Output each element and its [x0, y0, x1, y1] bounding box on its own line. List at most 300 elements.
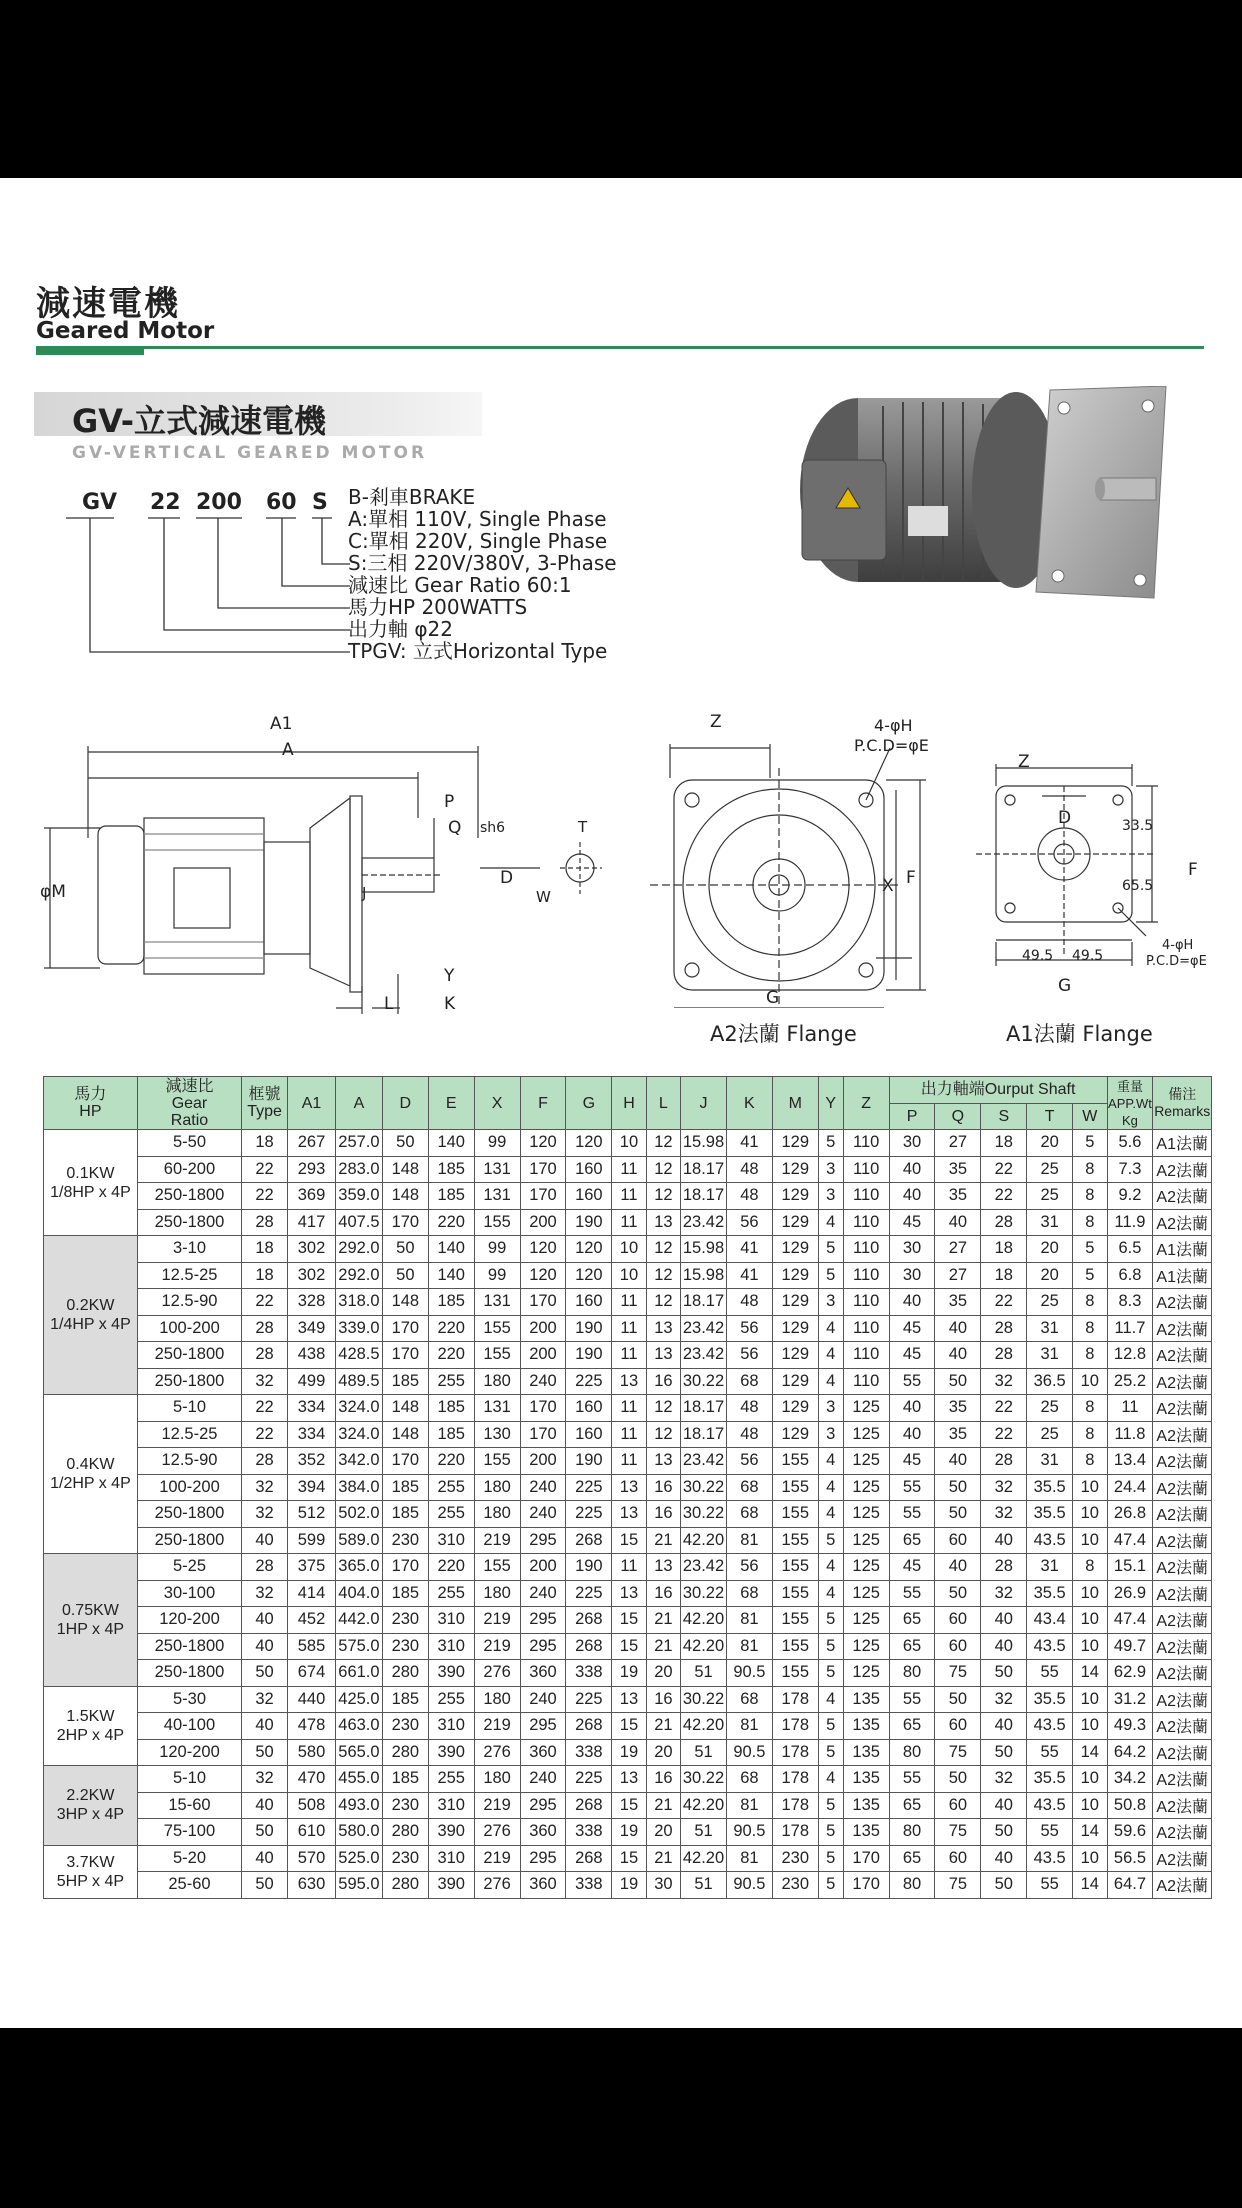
table-cell: 302 [288, 1236, 336, 1263]
table-cell: 13 [612, 1501, 646, 1528]
table-cell: 13 [646, 1342, 680, 1369]
table-cell: 50 [935, 1580, 981, 1607]
table-cell: 50 [935, 1501, 981, 1528]
table-cell: 11.8 [1107, 1421, 1153, 1448]
table-cell: 661.0 [335, 1660, 382, 1687]
table-cell: 81 [726, 1633, 772, 1660]
remarks-cell: A2法蘭 [1153, 1342, 1212, 1369]
table-cell: 375 [288, 1554, 336, 1581]
table-cell: 40 [242, 1845, 288, 1872]
table-cell: 310 [428, 1633, 474, 1660]
dim-y: Y [444, 966, 455, 986]
th-ratio: 減速比 Gear Ratio [137, 1077, 241, 1130]
table-cell: 32 [981, 1474, 1027, 1501]
table-cell: 30.22 [681, 1501, 727, 1528]
table-cell: 22 [242, 1156, 288, 1183]
table-cell: 135 [843, 1792, 889, 1819]
th-col: Z [843, 1077, 889, 1130]
a1-dim-g: G [1058, 976, 1072, 996]
th-col: A1 [288, 1077, 336, 1130]
table-cell: 129 [772, 1156, 818, 1183]
table-cell: 155 [772, 1448, 818, 1475]
table-cell: 8 [1073, 1395, 1107, 1422]
table-row [44, 1580, 1212, 1607]
table-cell: 360 [520, 1872, 566, 1899]
table-cell: 15-60 [137, 1792, 241, 1819]
table-cell: 280 [382, 1739, 428, 1766]
table-cell: 268 [566, 1792, 612, 1819]
table-cell: 22 [981, 1183, 1027, 1210]
table-cell: 47.4 [1107, 1527, 1153, 1554]
table-cell: 131 [474, 1183, 520, 1210]
table-row [44, 1262, 1212, 1289]
table-cell: 13 [612, 1686, 646, 1713]
table-cell: 30 [889, 1262, 935, 1289]
table-cell: 4 [818, 1766, 843, 1793]
a2-dim-g: G [766, 988, 780, 1008]
table-cell: 50 [981, 1660, 1027, 1687]
table-cell: 230 [772, 1845, 818, 1872]
power-group-cell: 0.4KW 1/2HP x 4P [44, 1395, 138, 1554]
table-cell: 292.0 [335, 1262, 382, 1289]
table-cell: 41 [726, 1236, 772, 1263]
table-cell: 428.5 [335, 1342, 382, 1369]
table-cell: 81 [726, 1527, 772, 1554]
table-cell: 16 [646, 1368, 680, 1395]
table-cell: 110 [843, 1315, 889, 1342]
table-cell: 135 [843, 1766, 889, 1793]
table-cell: 185 [428, 1183, 474, 1210]
table-cell: 268 [566, 1633, 612, 1660]
table-cell: 12.5-25 [137, 1262, 241, 1289]
table-cell: 170 [520, 1289, 566, 1316]
table-cell: 190 [566, 1342, 612, 1369]
remarks-cell: A2法蘭 [1153, 1713, 1212, 1740]
remarks-cell: A2法蘭 [1153, 1421, 1212, 1448]
table-cell: 81 [726, 1607, 772, 1634]
table-cell: 170 [520, 1183, 566, 1210]
table-cell: 390 [428, 1872, 474, 1899]
table-cell: 360 [520, 1819, 566, 1846]
table-cell: 129 [772, 1421, 818, 1448]
table-cell: 23.42 [681, 1448, 727, 1475]
table-cell: 219 [474, 1713, 520, 1740]
table-cell: 15.1 [1107, 1554, 1153, 1581]
table-cell: 219 [474, 1527, 520, 1554]
table-cell: 369 [288, 1183, 336, 1210]
table-cell: 140 [428, 1236, 474, 1263]
table-cell: 40 [889, 1421, 935, 1448]
table-cell: 268 [566, 1527, 612, 1554]
table-cell: 19 [612, 1739, 646, 1766]
table-cell: 230 [382, 1527, 428, 1554]
table-cell: 13.4 [1107, 1448, 1153, 1475]
table-cell: 295 [520, 1845, 566, 1872]
table-cell: 5 [818, 1633, 843, 1660]
table-cell: 13 [612, 1766, 646, 1793]
table-cell: 11.9 [1107, 1209, 1153, 1236]
dim-k: K [444, 994, 456, 1014]
table-cell: 90.5 [726, 1872, 772, 1899]
table-cell: 10 [1073, 1368, 1107, 1395]
th-col: G [566, 1077, 612, 1130]
th-col: X [474, 1077, 520, 1130]
table-cell: 5 [818, 1872, 843, 1899]
dim-j: J [362, 884, 367, 902]
th-col: D [382, 1077, 428, 1130]
table-row [44, 1183, 1212, 1210]
table-cell: 51 [681, 1872, 727, 1899]
table-cell: 129 [772, 1183, 818, 1210]
table-cell: 60 [935, 1527, 981, 1554]
table-cell: 225 [566, 1580, 612, 1607]
table-cell: 570 [288, 1845, 336, 1872]
table-cell: 230 [382, 1607, 428, 1634]
dim-a1: A1 [270, 714, 293, 734]
table-cell: 130 [474, 1421, 520, 1448]
table-cell: 32 [981, 1686, 1027, 1713]
a1-dim-pcd: P.C.D=φE [1146, 954, 1207, 969]
table-cell: 11 [612, 1315, 646, 1342]
table-cell: 40 [242, 1607, 288, 1634]
dim-l: L [384, 994, 394, 1014]
table-cell: 155 [772, 1501, 818, 1528]
table-row [44, 1527, 1212, 1554]
table-cell: 28 [242, 1342, 288, 1369]
table-cell: 129 [772, 1342, 818, 1369]
a2-flange-drawing [650, 718, 950, 1008]
code-part-gv: GV [82, 490, 118, 515]
table-cell: 11 [612, 1554, 646, 1581]
table-cell: 12 [646, 1421, 680, 1448]
table-cell: 30-100 [137, 1580, 241, 1607]
table-cell: 12 [646, 1289, 680, 1316]
table-row [44, 1368, 1212, 1395]
table-cell: 268 [566, 1607, 612, 1634]
table-cell: 22 [981, 1421, 1027, 1448]
table-cell: 12.5-25 [137, 1421, 241, 1448]
th-col: F [520, 1077, 566, 1130]
table-cell: 20 [646, 1819, 680, 1846]
table-cell: 12 [646, 1236, 680, 1263]
table-cell: 220 [428, 1448, 474, 1475]
table-cell: 120 [566, 1236, 612, 1263]
table-cell: 43.5 [1027, 1527, 1073, 1554]
table-cell: 56 [726, 1448, 772, 1475]
table-cell: 230 [772, 1872, 818, 1899]
table-cell: 219 [474, 1792, 520, 1819]
table-cell: 185 [428, 1395, 474, 1422]
spec-ratio: 減速比 Gear Ratio 60:1 [348, 573, 572, 597]
table-cell: 135 [843, 1713, 889, 1740]
table-row [44, 1395, 1212, 1422]
table-cell: 255 [428, 1368, 474, 1395]
table-cell: 580 [288, 1739, 336, 1766]
table-cell: 575.0 [335, 1633, 382, 1660]
table-cell: 15 [612, 1845, 646, 1872]
dim-sh6: sh6 [480, 820, 506, 836]
table-cell: 438 [288, 1342, 336, 1369]
table-cell: 8 [1073, 1554, 1107, 1581]
table-cell: 47.4 [1107, 1607, 1153, 1634]
table-cell: 16 [646, 1766, 680, 1793]
table-cell: 13 [646, 1448, 680, 1475]
table-cell: 3 [818, 1156, 843, 1183]
table-cell: 30.22 [681, 1686, 727, 1713]
table-cell: 64.2 [1107, 1739, 1153, 1766]
table-cell: 338 [566, 1819, 612, 1846]
table-cell: 13 [612, 1474, 646, 1501]
table-cell: 42.20 [681, 1845, 727, 1872]
table-cell: 5.6 [1107, 1130, 1153, 1157]
table-cell: 4 [818, 1209, 843, 1236]
table-cell: 589.0 [335, 1527, 382, 1554]
table-cell: 5 [818, 1819, 843, 1846]
table-cell: 11 [612, 1209, 646, 1236]
table-cell: 40 [935, 1315, 981, 1342]
table-row [44, 1342, 1212, 1369]
table-row [44, 1792, 1212, 1819]
table-cell: 20 [646, 1660, 680, 1687]
table-cell: 110 [843, 1156, 889, 1183]
table-cell: 425.0 [335, 1686, 382, 1713]
table-cell: 276 [474, 1660, 520, 1687]
table-cell: 4 [818, 1368, 843, 1395]
table-cell: 35.5 [1027, 1474, 1073, 1501]
table-cell: 40 [889, 1289, 935, 1316]
table-cell: 178 [772, 1739, 818, 1766]
table-cell: 18 [981, 1236, 1027, 1263]
table-cell: 508 [288, 1792, 336, 1819]
table-cell: 230 [382, 1845, 428, 1872]
table-cell: 32 [242, 1368, 288, 1395]
table-cell: 56 [726, 1315, 772, 1342]
table-cell: 11 [612, 1183, 646, 1210]
table-cell: 35.5 [1027, 1501, 1073, 1528]
table-cell: 110 [843, 1209, 889, 1236]
a2-flange-caption: A2法蘭 Flange [710, 1022, 857, 1046]
table-cell: 60-200 [137, 1156, 241, 1183]
table-cell: 190 [566, 1554, 612, 1581]
table-cell: 160 [566, 1289, 612, 1316]
table-cell: 13 [646, 1315, 680, 1342]
table-cell: 18.17 [681, 1156, 727, 1183]
table-cell: 404.0 [335, 1580, 382, 1607]
table-cell: 185 [382, 1686, 428, 1713]
table-cell: 40 [935, 1209, 981, 1236]
table-cell: 80 [889, 1739, 935, 1766]
table-cell: 160 [566, 1395, 612, 1422]
table-cell: 489.5 [335, 1368, 382, 1395]
table-row [44, 1845, 1212, 1872]
table-cell: 160 [566, 1156, 612, 1183]
table-cell: 40 [981, 1713, 1027, 1740]
table-cell: 10 [612, 1262, 646, 1289]
table-cell: 293 [288, 1156, 336, 1183]
code-leader-lines [60, 516, 360, 676]
table-cell: 155 [474, 1209, 520, 1236]
remarks-cell: A1法蘭 [1153, 1262, 1212, 1289]
table-cell: 5 [818, 1607, 843, 1634]
table-cell: 65 [889, 1845, 935, 1872]
table-cell: 155 [772, 1527, 818, 1554]
table-cell: 5 [818, 1262, 843, 1289]
table-row [44, 1713, 1212, 1740]
table-cell: 352 [288, 1448, 336, 1475]
table-cell: 384.0 [335, 1474, 382, 1501]
table-cell: 35.5 [1027, 1766, 1073, 1793]
table-cell: 14 [1073, 1819, 1107, 1846]
table-cell: 280 [382, 1872, 428, 1899]
table-cell: 125 [843, 1580, 889, 1607]
table-cell: 129 [772, 1289, 818, 1316]
table-cell: 25.2 [1107, 1368, 1153, 1395]
table-cell: 8.3 [1107, 1289, 1153, 1316]
table-cell: 16 [646, 1474, 680, 1501]
table-row [44, 1660, 1212, 1687]
table-cell: 324.0 [335, 1421, 382, 1448]
table-cell: 56 [726, 1554, 772, 1581]
table-cell: 27 [935, 1262, 981, 1289]
a1-dim-d: D [1058, 808, 1072, 828]
table-cell: 14 [1073, 1739, 1107, 1766]
table-cell: 250-1800 [137, 1527, 241, 1554]
table-cell: 8 [1073, 1156, 1107, 1183]
table-cell: 30 [889, 1130, 935, 1157]
page-title-en: Geared Motor [36, 318, 215, 344]
table-cell: 155 [474, 1554, 520, 1581]
table-cell: 60 [935, 1713, 981, 1740]
a1-dim-33: 33.5 [1122, 818, 1154, 834]
remarks-cell: A2法蘭 [1153, 1395, 1212, 1422]
th-shaft-col: S [981, 1103, 1027, 1130]
table-cell: 10 [1073, 1607, 1107, 1634]
table-cell: 120 [520, 1262, 566, 1289]
table-cell: 200 [520, 1315, 566, 1342]
table-cell: 28 [242, 1448, 288, 1475]
table-cell: 190 [566, 1448, 612, 1475]
table-cell: 30 [646, 1872, 680, 1899]
table-cell: 630 [288, 1872, 336, 1899]
table-cell: 14 [1073, 1660, 1107, 1687]
table-cell: 268 [566, 1713, 612, 1740]
table-cell: 28 [242, 1554, 288, 1581]
table-row [44, 1872, 1212, 1899]
th-col: M [772, 1077, 818, 1130]
table-cell: 27 [935, 1236, 981, 1263]
table-cell: 50 [382, 1262, 428, 1289]
table-cell: 310 [428, 1792, 474, 1819]
th-type: 框號 Type [242, 1077, 288, 1130]
table-cell: 180 [474, 1580, 520, 1607]
table-cell: 328 [288, 1289, 336, 1316]
table-cell: 250-1800 [137, 1342, 241, 1369]
remarks-cell: A2法蘭 [1153, 1766, 1212, 1793]
table-cell: 240 [520, 1766, 566, 1793]
code-part-power: 200 [196, 490, 242, 515]
table-cell: 26.8 [1107, 1501, 1153, 1528]
table-cell: 255 [428, 1474, 474, 1501]
table-cell: 12 [646, 1156, 680, 1183]
table-cell: 42.20 [681, 1633, 727, 1660]
table-cell: 75 [935, 1739, 981, 1766]
table-cell: 674 [288, 1660, 336, 1687]
table-cell: 32 [242, 1686, 288, 1713]
table-cell: 255 [428, 1766, 474, 1793]
table-cell: 5-10 [137, 1395, 241, 1422]
table-cell: 3 [818, 1183, 843, 1210]
table-cell: 10 [1073, 1845, 1107, 1872]
table-cell: 12.5-90 [137, 1448, 241, 1475]
table-cell: 60 [935, 1792, 981, 1819]
table-cell: 463.0 [335, 1713, 382, 1740]
table-cell: 50 [935, 1368, 981, 1395]
table-row [44, 1554, 1212, 1581]
table-cell: 55 [1027, 1739, 1073, 1766]
table-cell: 21 [646, 1607, 680, 1634]
spec-s: S:三相 220V/380V, 3-Phase [348, 551, 617, 575]
table-cell: 525.0 [335, 1845, 382, 1872]
remarks-cell: A2法蘭 [1153, 1368, 1212, 1395]
table-cell: 155 [772, 1554, 818, 1581]
table-cell: 19 [612, 1819, 646, 1846]
table-cell: 565.0 [335, 1739, 382, 1766]
remarks-cell: A2法蘭 [1153, 1660, 1212, 1687]
table-cell: 30.22 [681, 1368, 727, 1395]
table-cell: 50 [935, 1474, 981, 1501]
table-cell: 220 [428, 1554, 474, 1581]
table-cell: 160 [566, 1183, 612, 1210]
table-cell: 50 [935, 1686, 981, 1713]
table-cell: 185 [382, 1474, 428, 1501]
table-cell: 75-100 [137, 1819, 241, 1846]
table-cell: 15 [612, 1792, 646, 1819]
table-cell: 5 [818, 1527, 843, 1554]
a1-dim-65: 65.5 [1122, 878, 1154, 894]
table-row [44, 1289, 1212, 1316]
table-cell: 65 [889, 1607, 935, 1634]
table-cell: 45 [889, 1342, 935, 1369]
table-cell: 185 [428, 1421, 474, 1448]
table-cell: 40 [242, 1792, 288, 1819]
table-cell: 68 [726, 1501, 772, 1528]
table-row [44, 1633, 1212, 1660]
table-cell: 155 [474, 1448, 520, 1475]
remarks-cell: A2法蘭 [1153, 1792, 1212, 1819]
table-cell: 90.5 [726, 1660, 772, 1687]
remarks-cell: A2法蘭 [1153, 1474, 1212, 1501]
power-group-cell: 1.5KW 2HP x 4P [44, 1686, 138, 1766]
table-cell: 59.6 [1107, 1819, 1153, 1846]
table-row [44, 1819, 1212, 1846]
header-divider-accent [36, 349, 144, 355]
table-cell: 28 [242, 1315, 288, 1342]
table-cell: 125 [843, 1448, 889, 1475]
table-cell: 25 [1027, 1395, 1073, 1422]
table-cell: 28 [981, 1342, 1027, 1369]
table-cell: 135 [843, 1739, 889, 1766]
table-cell: 178 [772, 1713, 818, 1740]
table-cell: 5 [818, 1713, 843, 1740]
table-cell: 140 [428, 1262, 474, 1289]
table-cell: 155 [772, 1660, 818, 1687]
table-cell: 43.4 [1027, 1607, 1073, 1634]
table-cell: 11 [1107, 1395, 1153, 1422]
table-cell: 295 [520, 1792, 566, 1819]
table-cell: 42.20 [681, 1713, 727, 1740]
a2-dim-x: X [882, 876, 894, 896]
table-cell: 50 [981, 1819, 1027, 1846]
